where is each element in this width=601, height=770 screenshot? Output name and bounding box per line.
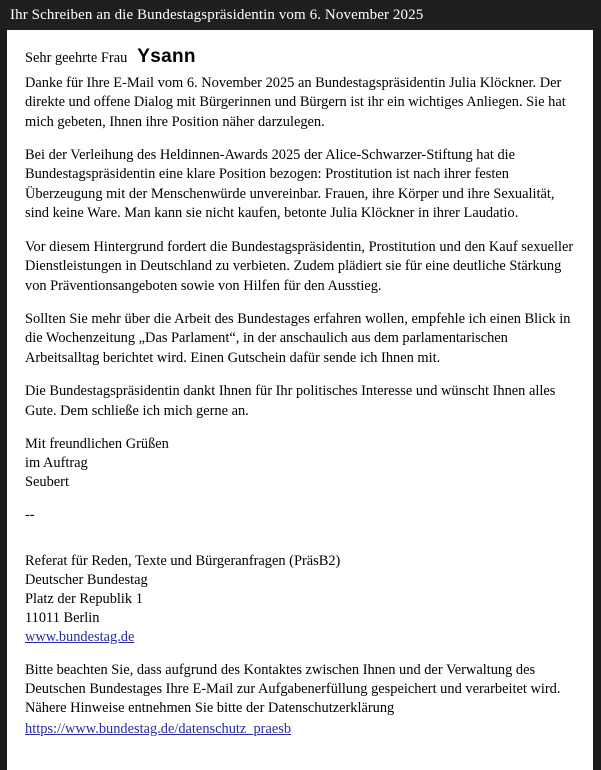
- privacy-note-block: [25, 661, 575, 739]
- sender-address-block: [25, 552, 575, 647]
- address-organization: Deutscher Bundestag: [25, 571, 148, 588]
- paragraph-3: Vor diesem Hintergrund fordert die Bundestagspräsidentin, Prostitution und den Kauf sexueller Dienstleistungen in Deutschland zu verbieten. Zudem plädiert sie für eine deutliche Stärkung von Präventionsangeboten sowie von Hilfen für den Ausstieg.: [25, 238, 574, 294]
- salutation-text: Sehr geehrte Frau: [25, 50, 128, 66]
- paragraph-1: Danke für Ihre E-Mail vom 6. November 2025 an Bundestagspräsidentin Julia Klöckner. Der direkte und offene Dialog mit Bürgerinnen und Bürgern ist ihr ein wichtiges Anliegen. Sie hat mich gebeten, Ihnen ihre Position näher darzulegen.: [25, 74, 566, 130]
- address-street: Platz der Republik 1: [25, 590, 143, 607]
- letter-content: [7, 30, 593, 739]
- address-city: 11011 Berlin: [25, 609, 100, 626]
- paragraph-2: Bei der Verleihung des Heldinnen-Awards 2025 der Alice-Schwarzer-Stiftung hat die Bundestagspräsidentin eine klare Position bezogen: Prostitution ist nach ihrer festen Überzeugung mit der Menschenwürde unvereinbar. Frauen, ihre Körper und ihre Sexualität, sind keine Ware. Man kann sie nicht kaufen, betonte Julia Klöckner in ihrer Laudatio.: [25, 146, 555, 222]
- address-department: Referat für Reden, Texte und Bürgeranfragen (PräsB2): [25, 552, 341, 569]
- window-titlebar: [0, 0, 601, 30]
- salutation-line: [25, 44, 575, 70]
- paragraph-4: Sollten Sie mehr über die Arbeit des Bundestages erfahren wollen, empfehle ich einen Blick in die Wochenzeitung „Das Parlament“, in der anschaulich aus dem parlamentarischen Arbeitsalltag berichtet wird. Einen Gutschein dafür sende ich Ihnen mit.: [25, 311, 571, 366]
- closing-block: [25, 435, 575, 492]
- closing-signature: Seubert: [25, 474, 69, 491]
- bundestag-website-link[interactable]: www.bundestag.de: [25, 628, 135, 645]
- document-body-area: [0, 30, 601, 770]
- signature-separator: --: [25, 507, 35, 524]
- privacy-policy-link[interactable]: https://www.bundestag.de/datenschutz_praesb: [25, 720, 292, 737]
- recipient-name: Ysann: [137, 46, 196, 67]
- letter-page: [7, 30, 593, 770]
- paragraph-5: Die Bundestagspräsidentin dankt Ihnen für Ihr politisches Interesse und wünscht Ihnen alles Gute. Dem schließe ich mich gerne an.: [25, 383, 556, 419]
- privacy-note-text: Bitte beachten Sie, dass aufgrund des Kontaktes zwischen Ihnen und der Verwaltung des Deutschen Bundestages Ihre E-Mail zur Aufgabenerfüllung gespeichert und verarbeitet wird. Nähere Hinweise entnehmen Sie bitte der Datenschutzerklärung: [25, 661, 561, 717]
- closing-line-2: im Auftrag: [25, 455, 88, 472]
- window-title: Ihr Schreiben an die Bundestagspräsidentin vom 6. November 2025: [10, 6, 424, 23]
- address-website-line: [25, 628, 575, 647]
- closing-line-1: Mit freundlichen Grüßen: [25, 436, 169, 453]
